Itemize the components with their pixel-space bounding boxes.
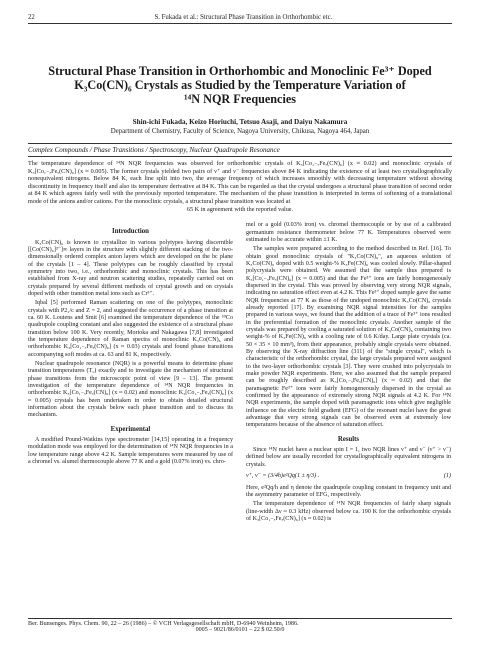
paragraph: Since ¹⁴N nuclei have a nuclear spin I = 1, two NQR lines ν⁺ and ν⁻ (ν⁺ > ν⁻) defined below are usually recorded for crystallographically equivalent nitrogens in crystals. — [246, 447, 451, 468]
article-code: 0005 – 9021/86/0101 – 22 $ 02.50/0 — [195, 627, 285, 633]
abstract-last-line: 65 K in agreement with the reported value. — [186, 205, 294, 213]
keywords: Complex Compounds / Phase Transitions / Spectroscopy, Nuclear Quadrupole Resonance — [28, 143, 452, 157]
body-columns — [28, 222, 452, 525]
equation-text: ν⁺, ν⁻ = (3/4h)e²Qq(1 ± η/3) . — [246, 473, 320, 480]
paragraph: K₃Co(CN)₆ is known to crystallize in various polytypes having discernible [[Co(CN)₆]³⁻]∞ layers in the structure with slightly different stacking of the two-dimensionally ordered complex anion layers which are developed on the bc plane of the crystals [1 – 4]. These polytypes can be roughly classified by crystal symmetry into two, i.e., orthorhombic and monoclinic crystals. This has been established from X-ray and neutron scattering studies, repeatedly carried out on crystals prepared by several different methods of crystal growth and on crystals doped with other transition metal ions such as Cr³⁺. — [28, 239, 233, 297]
journal-citation: Ber. Bunsenges. Phys. Chem. 90, 22 – 26 (1986) – © VCH Verlagsgesellschaft mbH, D-6940 Weinheim, 1986. — [28, 621, 299, 627]
equation-number: (1) — [443, 473, 451, 480]
affiliation: Department of Chemistry, Faculty of Science, Nagoya University, Chikusa, Nagoya 464, Japan — [110, 128, 370, 135]
paragraph: Iqbal [5] performed Raman scattering on one of the polytypes, monoclinic crystals with P2₁/c and Z = 2, and suggested the occurrence of a phase transition at ca. 60 K. Loutens and Smit [6] examined the temperature dependence of the ⁵⁹Co quadrupole coupling constant and also suggested the existence of a structural phase transition below 100 K. Very recently, Morioka and Nakagawa [7,8] investigated the temperature dependence of Raman spectra of monoclinic K₃Co(CN)₆ and orthorhombic K₃[Co₁₋ₓFeₓ(CN)₆] (x ≈ 0.03) crystals and found phase transitions accompanying soft modes at ca. 63 and 81 K, respectively. — [28, 300, 233, 358]
left-column — [28, 222, 233, 525]
paragraph: mel or a gold (0.03% iron) vs. chromel thermocouple or by use of a calibrated germanium resistance thermometer below 77 K. Temperatures observed were estimated to be accurate within ±1 K. — [246, 222, 451, 243]
section-heading-results: Results — [337, 435, 360, 443]
section-heading-introduction: Introduction — [112, 228, 149, 236]
running-header — [28, 14, 452, 24]
paragraph: The samples were prepared according to the method described in Ref. [16]. To obtain good monoclinic crystals of "K₃Co(CN)₆", an aqueous solution of K₃Co(CN)₆ doped with 0.5 weight-% K₃Fe(CN)₆ was cooled slowly. Pillar-shaped polycrystals were obtained. We assumed that the sample thus prepared is K₃[Co₁₋ₓFeₓ(CN)₆] (x ≈ 0.005) and that the Fe³⁺ ions are fairly homogeneously dispersed in the crystal. This was proved by observing very strong NQR signals, indicating no saturation effect even at 4.2 K. This Fe³⁺ doped sample gave the same NQR frequencies at 77 K as those of the undoped monoclinic K₃Co(CN)₆ crystals already reported [17]. By examining NQR signal intensities for the samples prepared in various ways, we found that the addition of a trace of Fe³⁺ ions resulted in the preferential formation of the monoclinic crystals. Another sample of the crystals was prepared by cooling a saturated solution of K₃Co(CN)₆ containing two weight-% of K₃Fe(CN)₆ with a cooling rate of 0.6 K/day. Large plate crystals (ca. 50 × 35 × 10 mm³), from their appearance, probably single crystals were obtained. By observing the X-ray diffraction line (311) of the "single crystal", which is characteristic of the orthorhombic crystal, the large crystals prepared were assigned to the two-layer orthorhombic crystals [3]. They were crushed into polycrystals to make powder NQR experiments. Here, we also assumed that the sample prepared can be roughly described as K₃[Co₁₋ₓFeₓ(CN)₆] (x ≈ 0.02) and that the paramagnetic Fe³⁺ ions were fairly homogeneously dispersed in the crystal as confirmed by the appearance of extremely strong NQR signals at 4.2 K. For ¹⁴N NQR experiments, the sample doped with paramagnetic ions which give negligible influence on the electric field gradient (EFG) of the resonant nuclei have the great advantage that very strong signals can be observed even at extremely low temperatures because of the absence of saturation effect. — [246, 246, 451, 429]
title-line-3: ¹⁴N NQR Frequencies — [183, 92, 297, 106]
page-number: 22 — [28, 14, 35, 21]
author-list: Shin-ichi Fukada, Keizo Horiuchi, Tetsuo Asaji, and Daiyu Nakamura — [132, 118, 348, 126]
equation-1 — [246, 473, 451, 480]
abstract — [28, 160, 452, 213]
paragraph: Nuclear quadrupole resonance (NQR) is a powerful means to determine phase transition temperatures (T꜀) exactly and to investigate the mechanism of structural phase transitions from the microscopic point of view [9 – 13]. The present investigation of the temperature dependence of ¹⁴N NQR frequencies in orthorhombic K₃[Co₁₋ₓFeₓ(CN)₆] (x ≈ 0.02) and monoclinic K₃[Co₁₋ₓFeₓ(CN)₆] (x ≈ 0.005) crystals has been undertaken in order to obtain detailed structural information about the crystals below each phase transition and to discuss its mechanism. — [28, 361, 233, 419]
paragraph: Here, e²Qq/h and η denote the quadrupole coupling constant in frequency unit and the asymmetry parameter of EFG, respectively. — [246, 484, 451, 498]
paragraph: The temperature dependence of ¹⁴N NQR frequencies of fairly sharp signals (line-width Δν ≈ 0.3 kHz) observed below ca. 190 K for the orthorhombic crystals of K₃[Co₁₋ₓFeₓ(CN)₆] (x ≈ 0.02) is — [246, 501, 451, 522]
right-column — [246, 222, 451, 525]
paragraph: A modified Pound-Watkins type spectrometer [14,15] operating in a frequency modulation mode was employed for the determination of ¹⁴N NQR frequencies in a low temperature range above 4.2 K. Sample temperatures were measured by use of a chromel vs. alumel thermocouple above 77 K and a gold (0.07% iron) vs. chro- — [28, 437, 233, 466]
article-title — [28, 64, 452, 106]
running-title: S. Fukada et al.: Structural Phase Transition in Orthorhombic etc. — [154, 14, 333, 21]
page-footer — [28, 618, 452, 633]
title-line-2: K₃Co(CN)₆ Crystals as Studied by the Temperature Variation of — [74, 78, 406, 92]
abstract-body: The temperature dependence of ¹⁴N NQR frequencies was observed for orthorhombic crystals of K₃[Co₁₋ₓFeₓ(CN)₆] (x ≈ 0.02) and monoclinic crystals of K₃[Co₁₋ₓFeₓ(CN)₆] (x ≈ 0.005). The former crystals yielded two pairs of ν⁺ and ν⁻ frequencies above 84 K indicating the existence of at least two crystallographically nonequivalent nitrogens. Below 84 K, each line split into two, the average frequency of which increases smoothly with decreasing temperature without showing discontinuity in frequency itself and also its temperature derivative at 84 K. This can be regarded as that the crystal undergoes a structural phase transition of second order at 84 K which agrees fairly well with the previously reported temperature. The mechanism of the phase transition is interpreted in terms of softening of a translational mode of the anions and/or cations. For the monoclinic crystals, a structural phase transition was located at — [28, 160, 452, 205]
title-line-1: Structural Phase Transition in Orthorhombic and Monoclinic Fe³⁺ Doped — [48, 64, 432, 78]
section-heading-experimental: Experimental — [110, 425, 151, 433]
